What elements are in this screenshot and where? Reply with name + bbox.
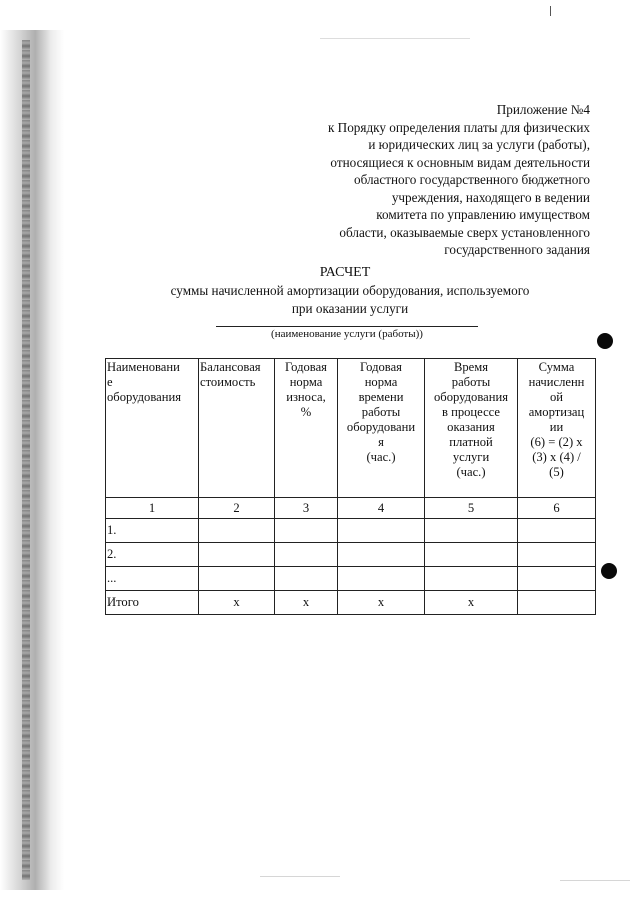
table-row	[106, 519, 596, 543]
column-number: 1	[106, 498, 199, 519]
header-cell: Годовая норма износа, %	[275, 359, 338, 498]
table-cell	[199, 567, 275, 591]
scan-shadow-edge	[0, 30, 64, 890]
table-total-row	[106, 591, 596, 615]
punch-hole-mark	[597, 333, 613, 349]
table-cell: 2.	[106, 543, 199, 567]
appendix-line: областного государственного бюджетного	[353, 172, 590, 187]
table-cell: ...	[106, 567, 199, 591]
table-cell	[275, 519, 338, 543]
appendix-line: области, оказываемые сверх установленного	[339, 224, 590, 240]
header-cell: Годовая норма времени работы оборудовани я (час.)	[338, 359, 425, 498]
scan-noise	[320, 38, 470, 39]
scan-binding-strip	[22, 40, 30, 880]
table-cell: x	[338, 591, 425, 615]
header-cell: Наименовани е оборудования	[106, 359, 199, 498]
appendix-line: к Порядку определения платы для физических	[327, 119, 590, 135]
title-subtitle-line-1: суммы начисленной амортизации оборудования, используемого	[170, 283, 530, 298]
table-cell	[199, 519, 275, 543]
table-cell	[338, 543, 425, 567]
title-subtitle-line-2: при оказании услуги	[291, 301, 409, 316]
service-name-blank	[216, 326, 478, 327]
appendix-reference	[250, 101, 590, 259]
column-number: 3	[275, 498, 338, 519]
header-cell: Сумма начисленн ой амортизац ии (6) = (2) x (3) x (4) / (5)	[518, 359, 596, 498]
column-number-row	[106, 498, 596, 519]
title-heading: РАСЧЕТ	[319, 265, 371, 280]
calculation-title	[0, 264, 640, 318]
table-cell: x	[199, 591, 275, 615]
scan-noise	[260, 876, 340, 877]
table-cell: x	[275, 591, 338, 615]
column-number: 2	[199, 498, 275, 519]
table-cell	[518, 567, 596, 591]
table-row	[106, 543, 596, 567]
table-cell	[425, 519, 518, 543]
punch-hole-mark	[601, 563, 617, 579]
table-cell	[518, 591, 596, 615]
column-number: 6	[518, 498, 596, 519]
table-cell	[425, 543, 518, 567]
appendix-line: комитета по управлению имуществом	[376, 207, 590, 222]
appendix-line: государственного задания	[444, 242, 590, 257]
table-cell	[275, 543, 338, 567]
column-number: 4	[338, 498, 425, 519]
appendix-line: учреждения, находящего в ведении	[391, 189, 590, 205]
table-cell	[518, 519, 596, 543]
table-cell	[425, 567, 518, 591]
header-cell: Балансовая стоимость	[199, 359, 275, 498]
table-header-row	[106, 359, 596, 498]
appendix-line: относящиеся к основным видам деятельности	[330, 154, 590, 170]
scan-mark	[550, 6, 551, 16]
appendix-line: и юридических лиц за услуги (работы),	[368, 137, 590, 152]
table-cell: x	[425, 591, 518, 615]
header-cell: Время работы оборудования в процессе оказания платной услуги (час.)	[425, 359, 518, 498]
table-cell	[275, 567, 338, 591]
table-cell	[199, 543, 275, 567]
table-cell: Итого	[106, 591, 199, 615]
amortization-table	[105, 358, 596, 615]
service-name-caption: (наименование услуги (работы))	[271, 328, 423, 340]
table-cell: 1.	[106, 519, 199, 543]
table-cell	[338, 519, 425, 543]
column-number: 5	[425, 498, 518, 519]
table-cell	[338, 567, 425, 591]
table-row	[106, 567, 596, 591]
appendix-line: Приложение №4	[496, 102, 590, 117]
scan-noise	[560, 880, 630, 881]
table-cell	[518, 543, 596, 567]
